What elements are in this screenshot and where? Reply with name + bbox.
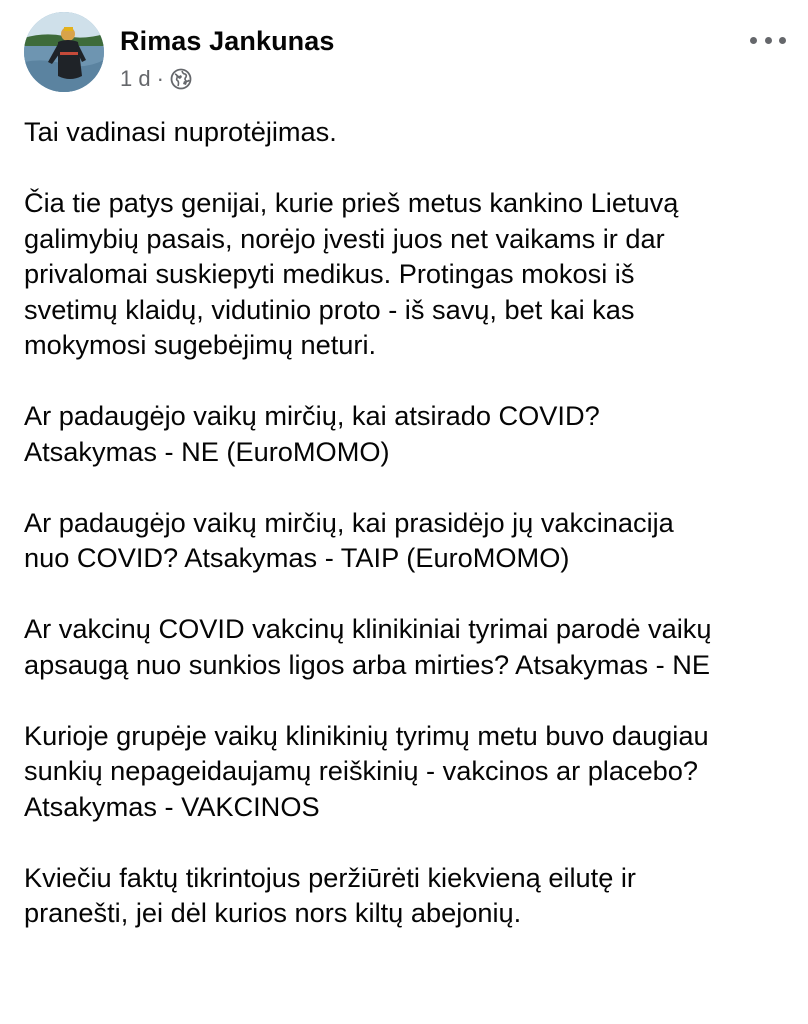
- more-dot: [765, 37, 772, 44]
- post-paragraph: [24, 860, 794, 931]
- post-text-line: sunkių nepageidaujamų reiškinių - vakcinos ar placebo?: [24, 755, 699, 786]
- post-paragraph: [24, 398, 794, 469]
- post-body: [24, 114, 794, 966]
- post-text-line: Ar padaugėjo vaikų mirčių, kai prasidėjo jų vakcinacija: [24, 506, 674, 538]
- post-time[interactable]: 1 d: [120, 66, 151, 91]
- post-paragraph: [24, 505, 794, 576]
- avatar[interactable]: [24, 12, 104, 92]
- post-text-line: Tai vadinasi nuprotėjimas.: [24, 116, 337, 147]
- globe-icon[interactable]: [170, 68, 192, 90]
- post-header: [24, 12, 808, 92]
- meta-separator: ·: [156, 66, 164, 91]
- post-text-line: apsaugą nuo sunkios ligos arba mirties? Atsakymas - NE: [24, 648, 711, 680]
- author-name[interactable]: Rimas Jankunas: [120, 26, 335, 56]
- post-text-line: svetimų klaidų, vidutinio proto - iš savų, bet kai kas: [24, 293, 635, 325]
- post-paragraph: [24, 611, 794, 682]
- post-text-line: Ar vakcinų COVID vakcinų klinikiniai tyrimai parodė vaikų: [24, 613, 712, 644]
- post-text-line: mokymosi sugebėjimų neturi.: [24, 329, 377, 360]
- post-text-line: galimybių pasais, norėjo įvesti juos net vaikams ir dar: [24, 222, 665, 254]
- post-text-line: Kurioje grupėje vaikų klinikinių tyrimų metu buvo daugiau: [24, 719, 709, 751]
- post-paragraph: [24, 185, 794, 363]
- avatar-photo: [24, 12, 104, 92]
- post-text-line: Atsakymas - VAKCINOS: [24, 790, 320, 822]
- post-text-line: pranešti, jei dėl kurios nors kiltų abejonių.: [24, 897, 522, 928]
- post-text-line: privalomai suskiepyti medikus. Protingas mokosi iš: [24, 258, 635, 289]
- post-text-line: Ar padaugėjo vaikų mirčių, kai atsirado COVID?: [24, 400, 600, 431]
- post-text-line: Kviečiu faktų tikrintojus peržiūrėti kiekvieną eilutę ir: [24, 861, 636, 893]
- more-dot: [779, 37, 786, 44]
- more-dot: [750, 37, 757, 44]
- post-text-line: Čia tie patys genijai, kurie prieš metus kankino Lietuvą: [24, 187, 679, 218]
- post-text-line: Atsakymas - NE (EuroMOMO): [24, 435, 390, 467]
- post-text-line: nuo COVID? Atsakymas - TAIP (EuroMOMO): [24, 542, 570, 573]
- post-meta: [120, 66, 192, 92]
- post-paragraph: [24, 114, 794, 150]
- post-paragraph: [24, 718, 794, 825]
- more-options-icon[interactable]: [750, 28, 786, 52]
